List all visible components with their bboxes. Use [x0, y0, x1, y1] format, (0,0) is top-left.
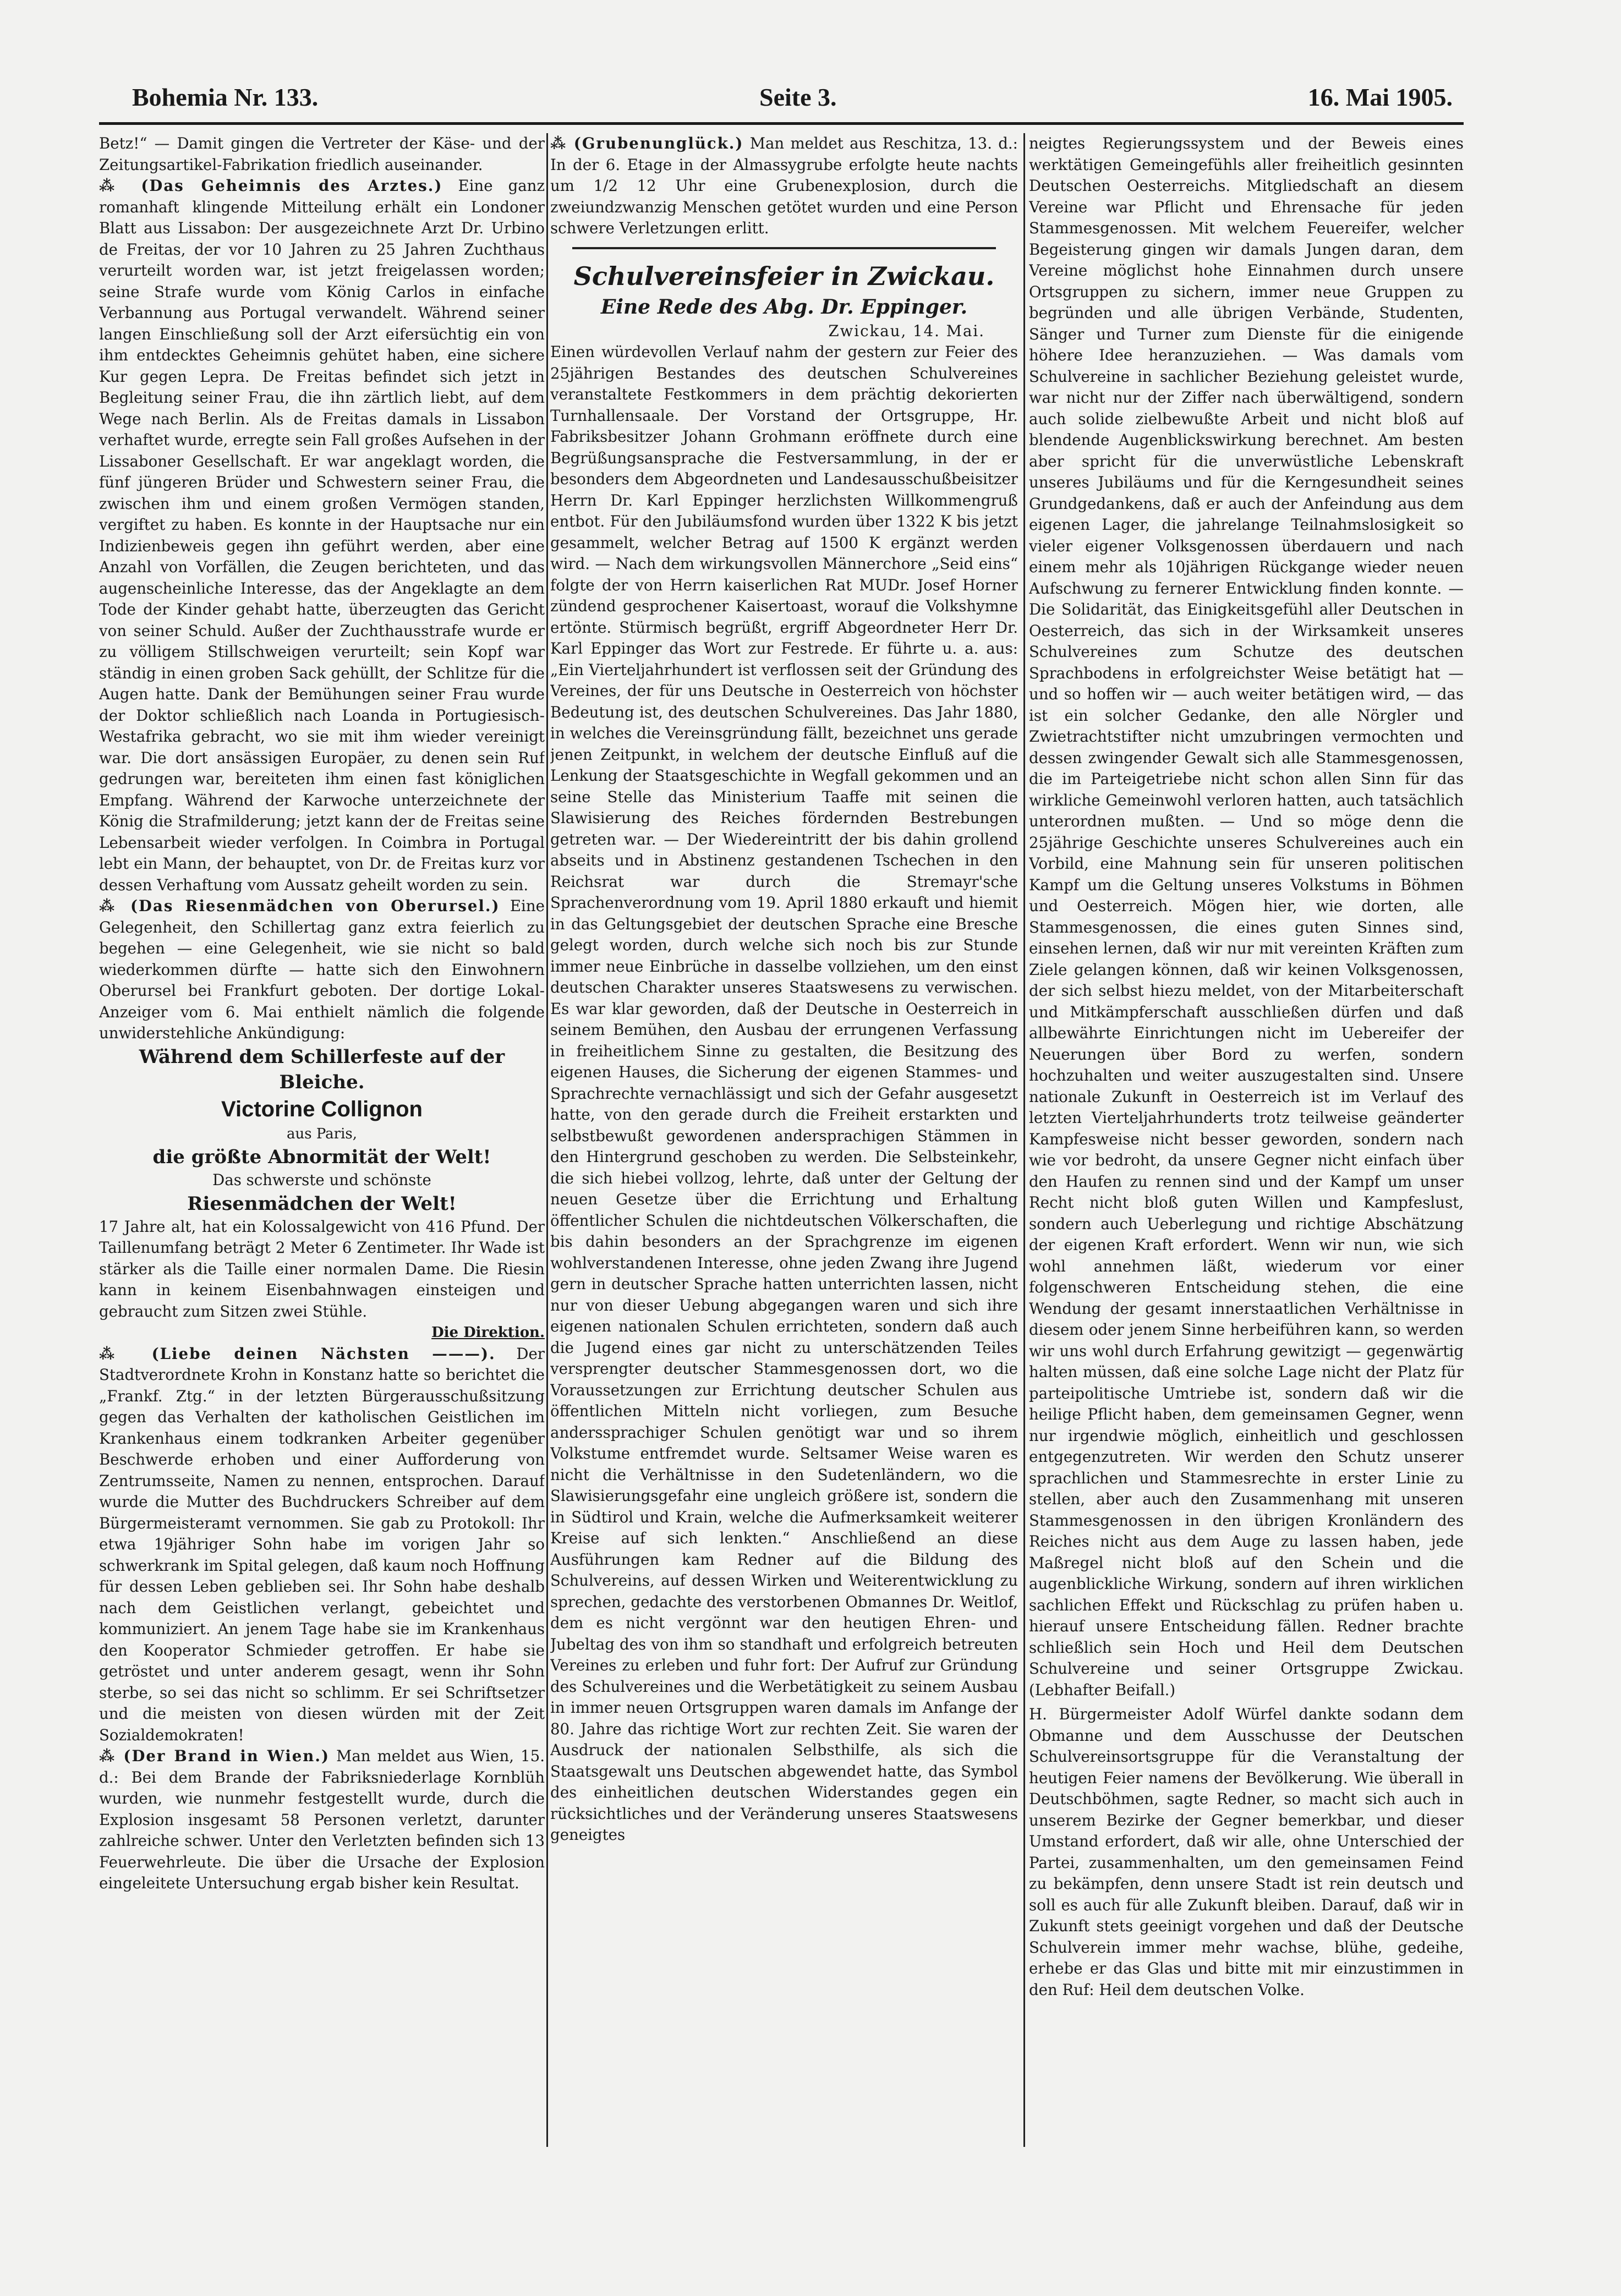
news-item-title: (Der Brand in Wien.): [123, 1747, 330, 1765]
asterism-icon: ⁂: [99, 1344, 152, 1363]
asterism-icon: ⁂: [99, 897, 130, 915]
news-item-title: (Das Geheimnis des Arztes.): [141, 177, 443, 195]
news-item-body: Eine ganz romanhaft klingende Mitteilung erhält ein Londoner Blatt aus Lissabon: Der ausgezeichnete Arzt Dr. Urbino de Freitas, der vor 10 Jahren zu 25 Jahren Zuchthaus verurteilt worden war, ist jetzt freigelassen worden; seine Strafe wurde vom König Carlos in einfache Verbannung aus Portugal verwandelt. Während seiner langen Einschließung soll der Arzt eifersüchtig ein von ihm entdecktes Geheimnis gehütet haben, eine sichere Kur gegen Lepra. De Freitas befindet sich jetzt in Begleitung seiner Frau, die ihn zärtlich liebt, auf dem Wege nach Berlin. Als de Freitas damals in Lissabon verhaftet wurde, erregte sein Fall großes Aufsehen in der Lissaboner Gesellschaft. Er war angeklagt worden, die fünf jüngeren Brüder und Schwestern seiner Frau, die zwischen ihm und einem großen Vermögen standen, vergiftet zu haben. Es konnte in der Hauptsache nur ein Indizienbeweis gegen ihn geführt werden, aber eine Anzahl von Vorfällen, die Zeugen berichteten, und das augenscheinliche Interesse, das der Angeklagte an dem Tode der Kinder gehabt hatte, überzeugten das Gericht von seiner Schuld. Außer der Zuchthausstrafe wurde er zu völligem Stillschweigen verurteilt; sein Kopf war ständig in einen groben Sack gehüllt, der Schlitze für die Augen hatte. Dank der Bemühungen seiner Frau wurde der Doktor schließlich nach Loanda in Portugiesisch-Westafrika gebracht, wo sie mit ihm wieder vereinigt war. Die dort ansässigen Europäer, zu denen sein Ruf gedrungen war, bereiteten ihm einen fast königlichen Empfang. Während der Karwoche unterzeichnete der König die Strafmilderung; jetzt kann der de Freitas seine Lebensarbeit wieder verfolgen. In Coimbra in Portugal lebt ein Mann, der behauptet, von Dr. de Freitas kurz vor dessen Verhaftung vom Aussatz geheilt worden zu sein.: [99, 177, 545, 894]
news-item-body: Der Stadtverordnete Krohn in Konstanz hatte so berichtet die „Frankf. Ztg.“ in der letzten Bürgerausschußsitzung gegen das Verhalten der katholischen Geistlichen im Krankenhaus einem todkranken Arbeiter gegenüber Beschwerde erhoben und einer Aufforderung von Zentrumsseite, Namen zu nennen, entsprochen. Darauf wurde die Mutter des Buchdruckers Schreiber auf dem Bürgermeisteramt vernommen. Sie gab zu Protokoll: Ihr etwa 19jähriger Sohn habe im vorigen Jahr so schwerkrank im Spital gelegen, daß kaum noch Hoffnung für dessen Leben geblieben sei. Ihr Sohn habe deshalb nach dem Geistlichen verlangt, gebeichtet und kommuniziert. An jenem Tage habe sie im Krankenhaus den Kooperator Schmieder getroffen. Er habe sie getröstet und unter anderem gesagt, wenn ihr Sohn sterbe, so sei das nicht so schlimm. Er sei Schriftsetzer und die meisten von diesen würden mit der Zeit Sozialdemokraten!: [99, 1344, 545, 1744]
column-middle: [550, 133, 1018, 2147]
article-body: Einen würdevollen Verlauf nahm der gestern zur Feier des 25jährigen Bestandes des deutschen Schulvereines veranstaltete Festkommers in dem prächtig dekorierten Turnhallensaale. Der Vorstand der Ortsgruppe, Hr. Fabriksbesitzer Johann Grohmann eröffnete durch eine Begrüßungsansprache die Festversammlung, in der er besonders dem Abgeordneten und Landesausschußbeisitzer Herrn Dr. Karl Eppinger herzlichsten Willkommengruß entbot. Für den Jubiläumsfond wurden über 1322 K bis jetzt gesammelt, welcher Betrag auf 1500 K ergänzt werden wird. — Nach dem wirkungsvollen Männerchore „Seid eins“ folgte der von Herrn kaiserlichen Rat MUDr. Josef Horner zündend gesprochener Kaisertoast, worauf die Volkshymne ertönte. Stürmisch begrüßt, ergriff Abgeordneter Herr Dr. Karl Eppinger das Wort zur Festrede. Er führte u. a. aus: „Ein Vierteljahrhundert ist verflossen seit der Gründung des Vereines, der für uns Deutsche in Oesterreich von höchster Bedeutung ist, des deutschen Schulvereines. Das Jahr 1880, in welches die Vereinsgründung fällt, bezeichnet uns gerade jenen Zeitpunkt, in welchem der deutsche Einfluß auf die Lenkung der Staatsgeschichte in Wegfall gekommen und an seine Stelle das Ministerium Taaffe mit seinen die Slawisierung des Reiches fördernden Bestrebungen getreten war. — Der Wiedereintritt der bis dahin grollend abseits und in Abstinenz gestandenen Tschechen in den Reichsrat war durch die Stremayr'sche Sprachenverordnung vom 19. April 1880 erkauft und hiemit in das Geltungsgebiet der deutschen Sprache eine Bresche gelegt worden, durch welche sich noch bis zur Stunde immer neue Einbrüche in dasselbe vollziehen, um den einst deutschen Charakter unseres Staatswesens zu verwischen. Es war klar geworden, daß der Deutsche in Oesterreich in seinem Bemühen, den Ausbau der errungenen Verfassung in freiheitlichem Sinne zu gestalten, die Besitzung des eigenen Hauses, die Sicherung der eigenen Stammes- und Sprachrechte vernachlässigt und sich der Gefahr ausgesetzt hatte, von den gerade durch die Freiheit erstarkten und selbstbewußt gewordenen andersprachigen Stämmen in den Hintergrund geschoben zu werden. Die Selbsteinkehr, die sich hiebei vollzog, lehrte, daß unter der Geltung der neuen Gesetze über die Errichtung und Erhaltung öffentlicher Schulen die nichtdeutschen Völkerschaften, die bis dahin besonders an der Sprachgrenze im eigenen wohlverstandenen Interesse, ohne jeden Zwang ihre Jugend gern in deutscher Sprache hatten unterrichten lassen, nicht nur von dieser Uebung abgegangen waren und sich ihre eigenen nationalen Schulen errichteten, sondern daß auch die Jugend eines gar nicht zu unterschätzenden Teiles versprengter deutscher Stammesgenossen dort, wo die Voraussetzungen zur Errichtung deutscher Schulen aus öffentlichen Mitteln nicht vorliegen, zum Besuche anderssprachiger Schulen genötigt war und so ihrem Volkstume entfremdet wurde. Seltsamer Weise waren es nicht die Verhältnisse in den Sudetenländern, wo die Slawisierungsgefahr eine ungleich größere ist, sondern die in Südtirol und Krain, welche die Aufmerksamkeit weiterer Kreise auf sich lenkten.“ Anschließend an diese Ausführungen kam Redner auf die Bildung des Schulvereins, auf dessen Wirken und Weiterentwicklung zu sprechen, gedachte des verstorbenen Obmannes Dr. Weitlof, dem es nicht vergönnt war den heutigen Ehren- und Jubeltag des von ihm so standhaft und erfolgreich betreuten Vereines zu erleben und fuhr fort: Der Aufruf zur Gründung des Schulvereines und die Werbetätigkeit zu seinem Ausbau in immer neuen Ortsgruppen waren damals im Anfange der 80. Jahre das richtige Wort zur rechten Zeit. Sie waren der Ausdruck der nationalen Selbsthilfe, als sich die Staatsgewalt uns Deutschen abgewendet hatte, das Symbol des einheitlichen deutschen Widerstandes gegen ein rücksichtliches und der Veränderung unseres Staatswesens geneigtes: [550, 343, 1018, 1844]
asterism-icon: ⁂: [99, 177, 141, 195]
paper-issue: Bohemia Nr. 133.: [132, 83, 319, 111]
header-rule: [99, 122, 1464, 125]
news-item-title: (Liebe deinen Nächsten ———).: [151, 1344, 496, 1363]
article-body: neigtes Regierungssystem und der Beweis eines werktätigen Gemeingefühls aller freiheitlich gesinnten Deutschen Oesterreichs. Mitgliedschaft an diesem Vereine war Pflicht und Ehrensache für jeden Stammesgenossen. Mit welchem Feuereifer, welcher Begeisterung gingen wir damals Jungen daran, dem Vereine möglichst hohe Einnahmen durch unsere Ortsgruppen zu sichern, immer neue Gruppen zu begründen und alle übrigen Verbände, Studenten, Sänger und Turner zum Dienste für die einigende höhere Idee heranzuziehen. — Was damals vom Schulvereine in sachlicher Beziehung geleistet wurde, war nicht nur der Ziffer nach überwältigend, sondern auch solide zielbewußte Arbeit und nicht bloß auf blendende Augenblickswirkung berechnet. Am besten aber spricht für die unverwüstliche Lebenskraft unseres Jubiläums und für die Kerngesundheit seines Grundgedankens, daß er auch der Anfeindung aus dem eigenen Lager, die jahrelange Teilnahmslosigkeit so vieler eigener Volksgenossen überdauern und nach einem mehr als 10jährigen Rückgange wieder neuen Aufschwung zu fernerer Entwicklung finden konnte. — Die Solidarität, das Einigkeitsgefühl aller Deutschen in Oesterreich, das sich in der Wirksamkeit unseres Schulvereines zum Schutze des deutschen Sprachbodens in erfolgreichster Weise betätigt hat — und so hoffen wir — auch weiter betätigen wird, — das ist ein solcher Gedanke, den alle Nörgler und Zwietrachtstifter nicht umzubringen vermochten und dessen zwingender Gewalt sich alle Stammesgenossen, die im Parteigetriebe nicht schon allen Sinn für das wirkliche Gemeinwohl verloren hatten, auch tatsächlich unterordnen mußten. — Und so möge denn die 25jährige Geschichte unseres Schulvereines auch ein Vorbild, eine Mahnung sein für unseren politischen Kampf um die Geltung unseres Volkstums in Böhmen und Oesterreich. Mögen hier, wie dorten, alle Stammesgenossen, die eines guten Sinnes sind, einsehen lernen, daß wir nur mit vereinten Kräften zum Ziele gelangen können, daß wir keinen Volksgenossen, der sich selbst hiezu meldet, von der Mitarbeiterschaft und Mitkämpferschaft ausschließen dürfen und daß allbewährte Einrichtungen nicht im Uebereifer der Neuerungen über Bord zu werfen, sondern hochzuhalten und weiter auszugestalten sind. Unsere nationale Zukunft in Oesterreich ist im Verlauf des letzten Vierteljahrhunderts trotz teilweise geänderter Kampfesweise nicht besser geworden, sondern nach wie vor bedroht, da unsere Gegner nicht einfach über den Haufen zu rennen sind und der Kampf um unser Recht nicht bloß guten Willen und Kampfeslust, sondern auch Ueberlegung und richtige Abschätzung der eigenen Kraft erfordert. Wenn wir nun, wie sich wohl annehmen läßt, wiederum vor einer folgenschweren Entscheidung stehen, die eine Wendung der gesamt innerstaatlichen Verhältnisse in diesem oder jenem Sinne herbeiführen kann, so werden wir uns wohl durch Erfahrung gewitzigt — gegenwärtig halten müssen, daß eine solche Lage nicht der Platz für parteipolitische Umtriebe ist, sondern daß wir die heilige Pflicht haben, dem gemeinsamen Gegner, wenn nur irgendwie möglich, einheitlich und geschlossen entgegenzutreten. Wir werden den Schutz unserer sprachlichen und Stammesrechte in erster Linie zu stellen, aber auch den Zusammenhang mit unseren Stammesgenossen in den übrigen Kronländern des Reiches nicht aus dem Auge zu lassen haben, jede Maßregel nicht bloß auf den Schein und die augenblickliche Wirkung, sondern auf ihren wirklichen sachlichen Effekt und Rückschlag zu prüfen haben u. hierauf unsere Entscheidung fällen. Redner brachte schließlich sein Hoch und Heil dem Deutschen Schulvereine und seiner Ortsgruppe Zwickau. (Lebhafter Beifall.): [1029, 134, 1464, 1699]
advert-signature: Die Direktion.: [431, 1324, 545, 1341]
news-item-body: Eine Gelegenheit, den Schillertag ganz extra feierlich zu begehen — eine Gelegenheit, wie sie nicht so bald wiederkommen dürfte — hatte sich den Einwohnern Oberursel bei Frankfurt geboten. Der dortige Lokal-Anzeiger vom 6. Mai enthielt nämlich die folgende unwiderstehliche Ankündigung:: [99, 897, 545, 1042]
article-headline: Schulvereinsfeier in Zwickau.: [573, 261, 995, 291]
news-item-body: Man meldet aus Reschitza, 13. d.: In der 6. Etage in der Almassygrube erfolgte heute nachts um 1/2 12 Uhr eine Grubenexplosion, durch die zweiundzwanzig Menschen getötet wurden und eine Person schwere Verletzungen erlitt.: [550, 134, 1018, 237]
news-item: [99, 1344, 545, 1746]
advert-body: 17 Jahre alt, hat ein Kolossalgewicht von 416 Pfund. Der Taillenumfang beträgt 2 Meter 6 Zentimeter. Ihr Wade ist stärker als die Taille einer normalen Dame. Die Riesin kann in keinem Eisenbahnwagen einsteigen und gebraucht zum Sitzen zwei Stühle.: [99, 1217, 545, 1320]
article-continuation: Betz!“ — Damit gingen die Vertreter der Käse- und der Zeitungsartikel-Fabrikation friedlich auseinander.: [99, 134, 545, 174]
asterism-icon: ⁂: [99, 1747, 124, 1765]
asterism-icon: ⁂: [550, 134, 574, 152]
column-left: [99, 133, 545, 2141]
advert-line: Riesenmädchen der Welt!: [187, 1192, 457, 1215]
news-item-title: (Grubenunglück.): [573, 134, 744, 152]
section-rule: [572, 247, 996, 249]
advert-line: Während dem Schillerfeste auf der Bleiche.: [139, 1045, 505, 1093]
page-number: Seite 3.: [759, 83, 837, 111]
article-dateline: Zwickau, 14. Mai.: [828, 321, 985, 340]
issue-date: 16. Mai 1905.: [1307, 83, 1453, 111]
advert-name: Victorine Collignon: [221, 1097, 423, 1121]
page-header: [132, 83, 1453, 116]
news-item: [99, 1746, 545, 1894]
advert-line: die größte Abnormität der Welt!: [152, 1146, 491, 1168]
news-item-body: Man meldet aus Wien, 15. d.: Bei dem Brande der Fabriksniederlage Kornblüh wurden, wie nunmehr festgestellt wurde, durch die Explosion insgesamt 58 Personen verletzt, darunter zahlreiche schwer. Unter den Verletzten befinden sich 13 Feuerwehrleute. Die über die Ursache der Explosion eingeleitete Untersuchung ergab bisher kein Resultat.: [99, 1747, 545, 1892]
article-body: H. Bürgermeister Adolf Würfel dankte sodann dem Obmanne und dem Ausschusse der Deutschen Schulvereinsortsgruppe für die Veranstaltung der heutigen Feier namens der Bevölkerung. Wie überall in Deutschböhmen, sagte Redner, so macht sich auch in unserem Bezirke der Gegner bemerkbar, und dieser Umstand erfordert, daß wir alle, ohne Unterschied der Partei, zusammenhalten, um den gemeinsamen Feind zu bekämpfen, denn unsere Stadt ist rein deutsch und soll es auch für alle Zukunft bleiben. Darauf, daß wir in Zukunft stets geeinigt vorgehen und daß der Deutsche Schulverein immer mehr wachse, blühe, gedeihe, erhebe er das Glas und bitte mit mir einzustimmen in den Ruf: Heil dem deutschen Volke.: [1029, 1705, 1464, 1999]
news-item: [550, 133, 1018, 239]
column-divider: [546, 133, 548, 2147]
advert-line: aus Paris,: [286, 1125, 358, 1142]
news-item: [99, 176, 545, 896]
news-item: [99, 896, 545, 1044]
advert-line: Das schwerste und schönste: [212, 1171, 431, 1189]
article-subheadline: Eine Rede des Abg. Dr. Eppinger.: [600, 295, 968, 319]
column-right: [1029, 133, 1464, 2147]
column-divider: [1023, 133, 1025, 2147]
news-item-title: (Das Riesenmädchen von Oberursel.): [130, 897, 500, 915]
